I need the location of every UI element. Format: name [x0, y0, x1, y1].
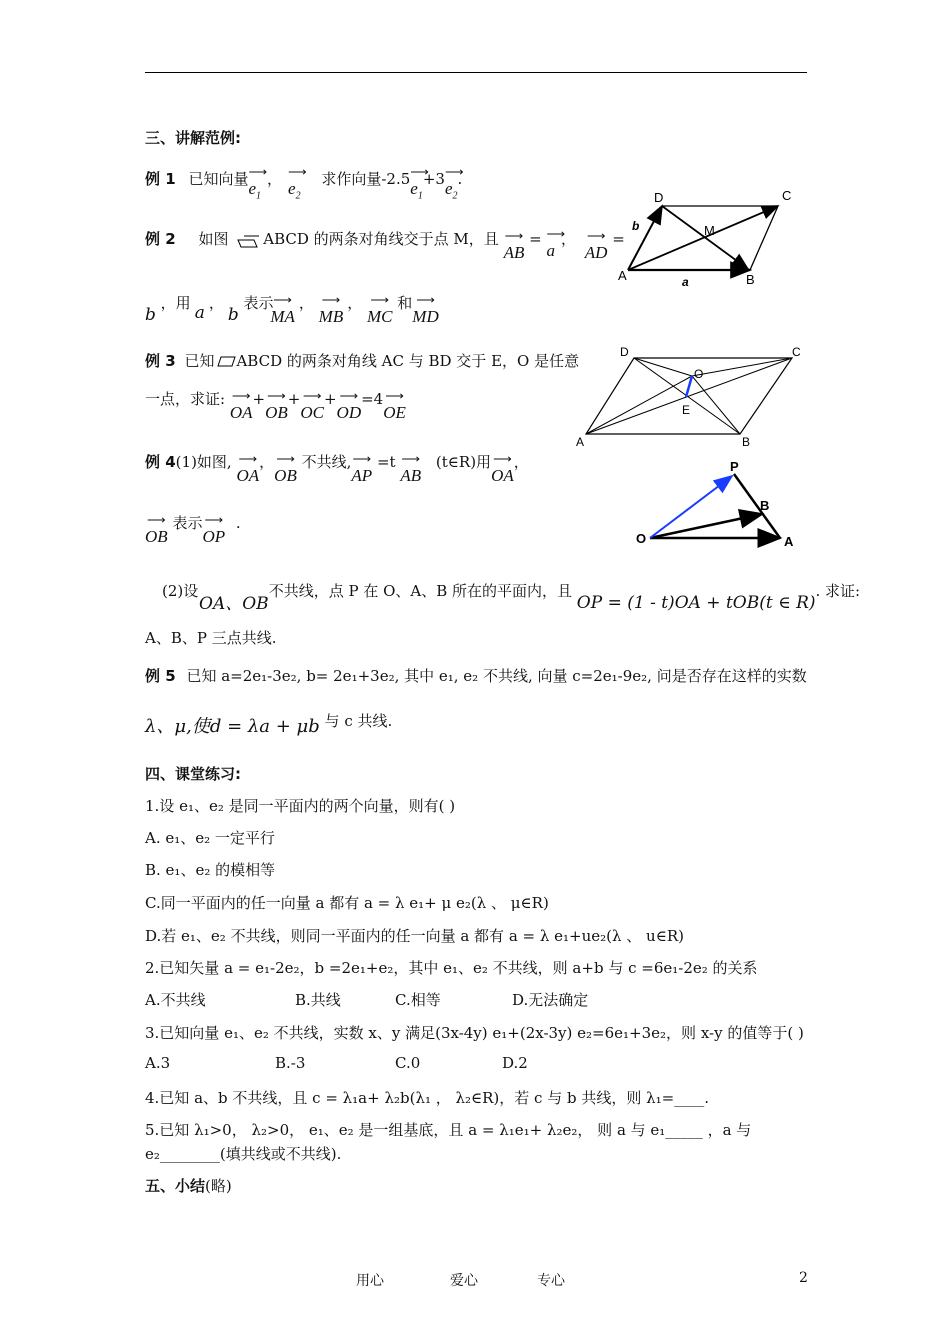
fig1-label-C: C — [782, 188, 792, 203]
vec-OB: ⟶ OB — [265, 403, 288, 423]
vec-AB: ⟶ AB — [504, 243, 525, 263]
footer-word-3: 专心 — [537, 1273, 565, 1289]
fig3-label-P: P — [730, 459, 739, 474]
practice-q5-line2: e₂________(填共线或不共线). — [145, 1145, 342, 1163]
example-4-line2: ⟶ OB 表示⟶ OP . — [145, 512, 241, 533]
fig1-label-M: M — [704, 223, 715, 238]
example-3-line1: 例 3 已知 ABCD 的两条对角线 AC 与 BD 交于 E，O 是任意 — [145, 352, 580, 370]
example-3-label: 例 3 — [145, 352, 176, 370]
section-5-heading: 五、小结 — [145, 1177, 206, 1195]
section-4-heading: 四、课堂练习: — [145, 765, 241, 783]
footer-word-1: 用心 — [356, 1273, 384, 1289]
fig2-label-B: B — [742, 435, 751, 449]
example-2-line1: 例 2 如图 ABCD 的两条对角线交于点 M，且 ⟶ AB = ⟶ a， ⟶ AD = — [145, 228, 625, 252]
fig3-label-B: B — [760, 498, 770, 513]
section-3-heading: 三、讲解范例: — [145, 129, 241, 147]
fig2-label-D: D — [620, 345, 629, 359]
fig2-label-A: A — [576, 435, 585, 449]
vec-e2-b: ⟶ $e_2$ — [445, 179, 458, 201]
fig1-label-b: b — [632, 219, 640, 233]
fig1-label-a: a — [682, 275, 689, 289]
figure-triangle-opab — [630, 458, 810, 550]
example-4-line1: 例 4(1)如图, ⟶ OA，⟶ OB 不共线,⟶ AP =t ⟶ AB (t∈R)用⟶ OA， — [145, 451, 529, 472]
example-2-label: 例 2 — [145, 230, 176, 248]
example-4-part2-line2: A、B、P 三点共线. — [145, 629, 277, 647]
vec-OB: ⟶ OB — [145, 527, 168, 547]
example-1: 例 1 已知向量⟶ $e_1$，⟶ $e_2$ 求作向量-2.5⟶ $e_1+3⟶$ $e_2$. — [145, 168, 462, 191]
fig3-label-A: A — [784, 534, 794, 549]
practice-q2-options — [145, 989, 589, 1010]
vec-AD: ⟶ AD — [585, 243, 608, 263]
practice-q1: 1.设 e₁、e₂ 是同一平面内的两个向量，则有( ) — [145, 797, 456, 815]
q3-option-c: C.0 — [395, 1054, 421, 1072]
q3-option-a: A.3 — [145, 1054, 171, 1072]
practice-q5: 5.已知 λ₁>0， λ₂>0， e₁、e₂ 是一组基底，且 a = λ₁e₁+ λ₂e₂， 则 a 与 e₁_____ ，a 与 — [145, 1121, 752, 1139]
vec-OB: ⟶ OB — [274, 466, 297, 486]
fig2-label-O: O — [694, 367, 704, 381]
vec-MB: ⟶ MB — [319, 307, 344, 327]
fig3-label-O: O — [636, 531, 647, 546]
vec-OA: ⟶ OA — [236, 466, 259, 486]
vec-AB: ⟶ AB — [400, 466, 421, 486]
parallelogram-icon — [214, 354, 236, 368]
q2-option-d: D.无法确定 — [512, 991, 589, 1009]
practice-q1-b: B. e₁、e₂ 的模相等 — [145, 861, 276, 879]
header-rule — [145, 72, 807, 73]
practice-q3: 3.已知向量 e₁、e₂ 不共线，实数 x、y 满足(3x-4y) e₁+(2x-3y) e₂=6e₁+3e₂，则 x-y 的值等于( ) — [145, 1024, 804, 1042]
example-3-line2: 一点，求证: ⟶ OA+⟶ OB+⟶ OC+⟶ OD=4⟶ OE — [145, 388, 406, 409]
example-2-line2: b ，用 a ，b 表示 ⟶ MA， ⟶ MB， ⟶ MC 和⟶ MD — [145, 292, 439, 313]
vec-MC: ⟶ MC — [367, 307, 393, 327]
vec-MA: ⟶ MA — [270, 307, 295, 327]
example-5-line1: 例 5 已知 a=2e₁-3e₂, b= 2e₁+3e₂, 其中 e₁, e₂ 不共线, 向量 c=2e₁-9e₂, 问是否存在这样的实数 — [145, 667, 807, 685]
section-5: 五、小结(略) — [145, 1177, 232, 1195]
vec-OP: ⟶ OP — [202, 527, 225, 547]
q2-option-a: A.不共线 — [145, 991, 206, 1009]
vec-MD: ⟶ MD — [412, 307, 438, 327]
vec-OC: ⟶ OC — [300, 403, 324, 423]
figure-parallelogram-abcd-m — [610, 182, 810, 292]
example-4-label: 例 4 — [145, 453, 176, 471]
fig2-label-C: C — [792, 345, 801, 359]
example-1-label: 例 1 — [145, 170, 176, 188]
q2-option-c: C.相等 — [395, 991, 441, 1009]
practice-q4: 4.已知 a、b 不共线，且 c = λ₁a+ λ₂b(λ₁ ， λ₂∈R)，若 c 与 b 共线，则 λ₁=____. — [145, 1089, 709, 1107]
parallelogram-icon — [235, 232, 261, 252]
vec-OE: ⟶ OE — [383, 403, 406, 423]
practice-q3-options — [145, 1054, 528, 1072]
example-4-part2: (2)设 OA、OB不共线，点 P 在 O、A、B 所在的平面内，且 OP = (1 - t)OA + tOB(t ∈ R). 求证: — [162, 582, 861, 614]
fig2-label-E: E — [682, 403, 691, 417]
practice-q2: 2.已知矢量 a = e₁-2e₂，b =2e₁+e₂，其中 e₁、e₂ 不共线，则 a+b 与 c =6e₁-2e₂ 的关系 — [145, 959, 758, 977]
practice-q1-d: D.若 e₁、e₂ 不共线，则同一平面内的任一向量 a 都有 a = λ e₁+ue₂(λ 、 u∈R) — [145, 927, 684, 945]
q3-option-b: B.-3 — [275, 1054, 306, 1072]
vec-e1-b: ⟶ $e_1$ — [410, 179, 423, 201]
practice-q1-a: A. e₁、e₂ 一定平行 — [145, 829, 275, 847]
fig1-label-D: D — [654, 190, 664, 205]
vec-AP: ⟶ AP — [351, 466, 372, 486]
example-5-line2: λ、μ,使d = λa + μb 与 c 共线. — [145, 712, 393, 737]
vec-OD: ⟶ OD — [337, 403, 362, 423]
q2-option-b: B.共线 — [295, 991, 341, 1009]
page-number: 2 — [799, 1270, 808, 1286]
practice-q1-c: C.同一平面内的任一向量 a 都有 a = λ e₁+ μ e₂(λ 、 μ∈R) — [145, 894, 549, 912]
figure-parallelogram-abcd-oe — [572, 342, 812, 454]
footer-word-2: 爱心 — [450, 1273, 478, 1289]
example-5-label: 例 5 — [145, 667, 176, 685]
vec-OA: ⟶ OA — [230, 403, 253, 423]
q3-option-d: D.2 — [502, 1054, 528, 1072]
vec-OA-b: ⟶ OA — [491, 466, 514, 486]
vec-e2: ⟶ $e_2$ — [288, 179, 301, 201]
fig1-label-B: B — [746, 272, 755, 287]
fig1-label-A: A — [618, 268, 627, 283]
vec-e1: ⟶ $e_1$ — [248, 179, 261, 201]
